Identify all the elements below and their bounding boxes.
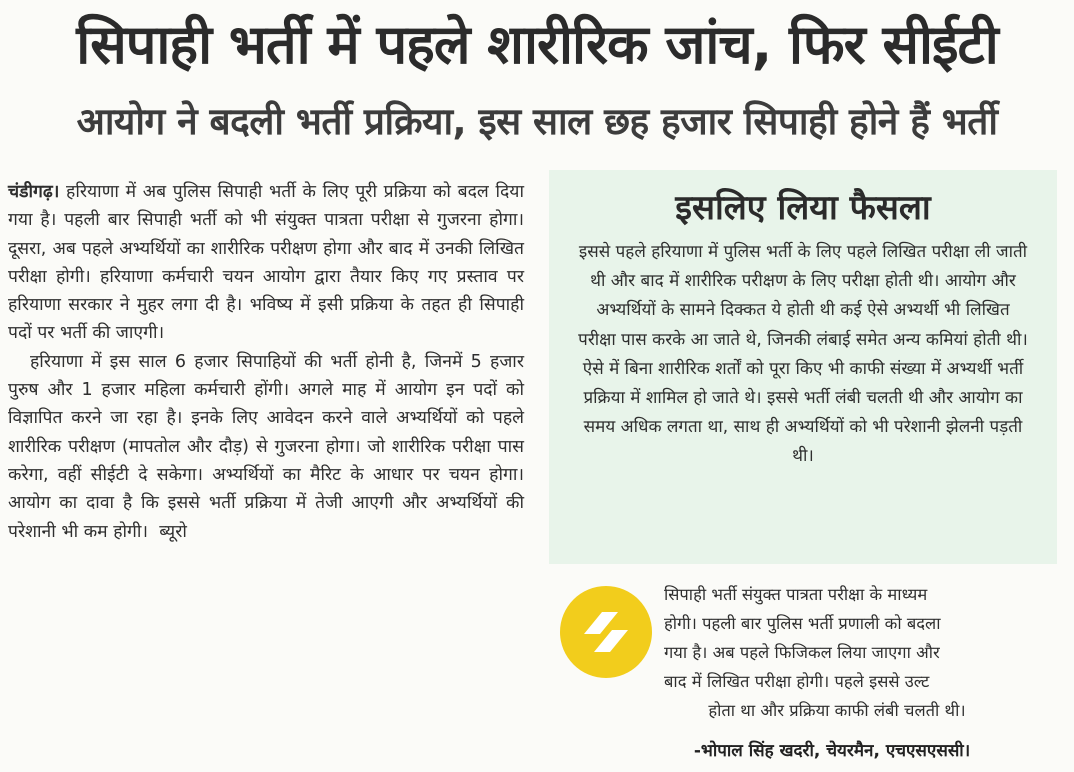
paragraph-2-text: हरियाणा में इस साल 6 हजार सिपाहियों की भर्ती होनी है, जिनमें 5 हजार पुरुष और 1 हजार महिला कर्मचारी होंगी। अगले माह में आयोग इन पदों को विज्ञापित करने जा रहा है। इनके लिए आवेदन करने वाले अभ्यर्थियों को पहले शारीरिक परीक्षण (मापतोल और दौड़) से गुजरना होगा। जो शारीरिक परीक्षा पास करेगा, वहीं सीईटी दे सकेगा। अभ्यर्थियों का मैरिट के आधार पर चयन होगा। आयोग का दावा है कि इससे भर्ती प्रक्रिया में तेजी आएगी और अभ्यर्थियों की परेशानी भी कम होगी। [8,351,524,542]
quote-line-2: होगी। पहली बार पुलिस भर्ती प्रणाली को बदला [664,614,941,633]
quote-text [612,580,1062,725]
quote-line-1: सिपाही भर्ती संयुक्त पात्रता परीक्षा के माध्यम [664,585,928,604]
byline: ब्यूरो [159,521,187,542]
paragraph-1-text: हरियाणा में अब पुलिस सिपाही भर्ती के लिए पूरी प्रक्रिया को बदल दिया गया है। पहली बार सिपाही भर्ती को भी संयुक्त पात्रता परीक्षा से गुजरना होगा। दूसरा, अब पहले अभ्यर्थियों का शारीरिक परीक्षण होगा और बाद में उनकी लिखित परीक्षा होगी। हरियाणा कर्मचारी चयन आयोग द्वारा तैयार किए गए प्रस्ताव पर हरियाणा सरकार ने मुहर लगा दी है। भविष्य में इसी प्रक्रिया के तहत ही सिपाही पदों पर भर्ती की जाएगी। [8,182,524,344]
quote-line-3: गया है। अब पहले फिजिकल लिया जाएगा और [664,643,940,662]
dateline: चंडीगढ़। [8,182,60,202]
quote-line-5: होता था और प्रक्रिया काफी लंबी चलती थी। [708,701,966,720]
sidebar-title: इसलिए लिया फैसला [675,188,931,228]
sidebar-box [549,170,1057,564]
subheadline: आयोग ने बदली भर्ती प्रक्रिया, इस साल छह हजार सिपाही होने हैं भर्ती [76,100,998,143]
sidebar-text: इससे पहले हरियाणा में पुलिस भर्ती के लिए पहले लिखित परीक्षा ली जाती थी और बाद में शारीरिक परीक्षण के लिए परीक्षा होती थी। आयोग और अभ्यर्थियों के सामने दिक्कत ये होती थी कई ऐसे अभ्यर्थी भी लिखित परीक्षा पास करके आ जाते थे, जिनकी लंबाई समेत अन्य कमियां होती थी। ऐसे में बिना शारीरिक शर्तों को पूरा किए भी काफी संख्या में अभ्यर्थी भर्ती प्रक्रिया में शामिल हो जाते थे। इससे भर्ती लंबी चलती थी और आयोग का समय अधिक लगता था, साथ ही अभ्यर्थियों को भी परेशानी झेलनी पड़ती थी। [578,242,1028,467]
quote-attribution: -भोपाल सिंह खदरी, चेयरमैन, एचएसएससी। [693,741,971,761]
article-body [8,178,524,546]
headline: सिपाही भर्ती में पहले शारीरिक जांच, फिर सीईटी [76,13,998,76]
quote-line-4: बाद में लिखित परीक्षा होगी। पहले इससे उल्ट [664,672,930,691]
article-paragraph-2 [8,348,524,546]
article-paragraph-1 [8,178,524,348]
